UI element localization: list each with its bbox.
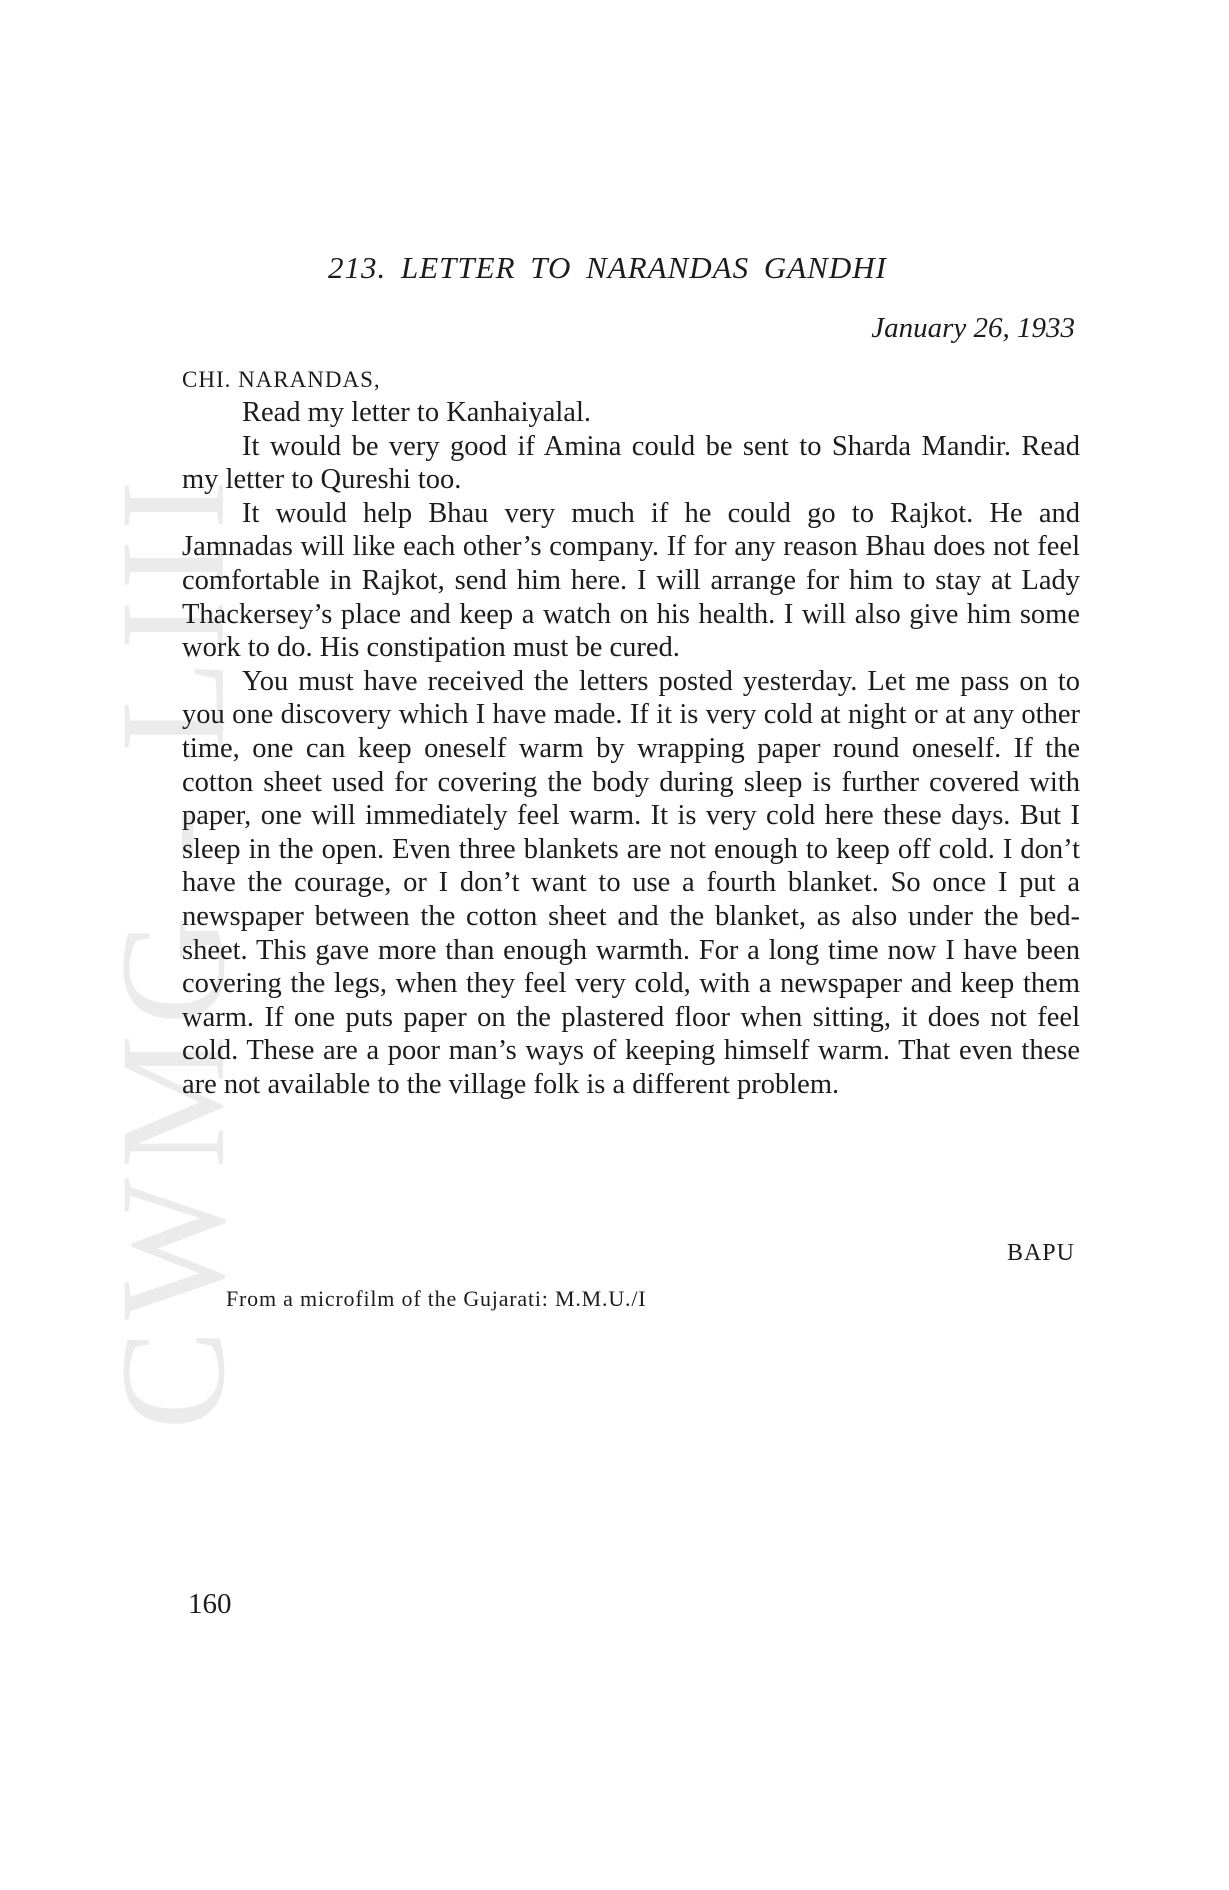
paragraph: Read my letter to Kanhaiyalal.: [242, 397, 591, 428]
letter-date: January 26, 1933: [871, 312, 1075, 344]
source-note: From a microfilm of the Gujarati: M.M.U./I: [226, 1286, 647, 1311]
salutation: CHI. NARANDAS,: [182, 367, 381, 392]
paragraph: It would be very good if Amina could be sent to Sharda Mandir. Read my letter to Qureshi too.: [182, 430, 1080, 496]
paragraph: It would help Bhau very much if he could go to Rajkot. He and Jamnadas will like each other’s company. If for any reason Bhau does not feel comfortable in Rajkot, send him here. I will arrange for him to stay at Lady Thackersey’s place and keep a watch on his health. I will also give him some work to do. His constipation must be cured.: [182, 497, 1080, 664]
letter-body: [182, 396, 1080, 1101]
signature: BAPU: [1006, 1240, 1075, 1266]
watermark-text: CWMG - LIII: [90, 470, 257, 1430]
page-number: 160: [188, 1588, 232, 1620]
paragraph: You must have received the letters posted yesterday. Let me pass on to you one discovery which I have made. If it is very cold at night or at any other time, one can keep oneself warm by wrapping paper round oneself. If the cotton sheet used for covering the body during sleep is further covered with paper, one will immediately feel warm. It is very cold here these days. But I sleep in the open. Even three blankets are not enough to keep off cold. I don’t have the courage, or I don’t want to use a fourth blanket. So once I put a newspaper between the cotton sheet and the blanket, as also under the bed-sheet. This gave more than enough warmth. For a long time now I have been covering the legs, when they feel very cold, with a newspaper and keep them warm. If one puts paper on the plastered floor when sitting, it does not feel cold. These are a poor man’s ways of keeping himself warm. That even these are not available to the village folk is a different problem.: [182, 665, 1080, 1100]
letter-heading: 213. LETTER TO NARANDAS GANDHI: [328, 250, 887, 285]
